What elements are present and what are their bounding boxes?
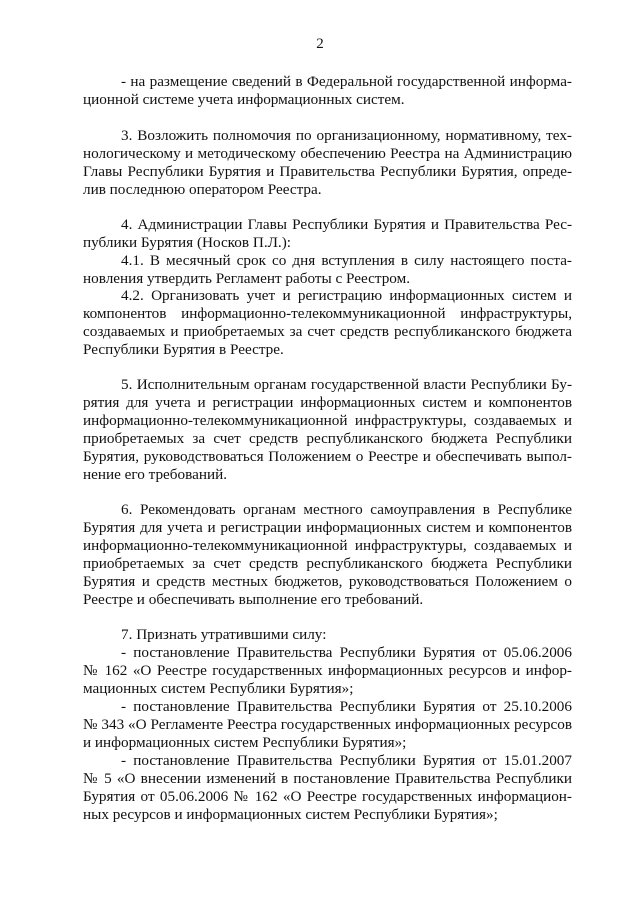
- page-number: 2: [316, 36, 324, 52]
- text-line: № 343 «О Регламенте Реестра государственных информационных ресурсов: [83, 716, 572, 733]
- text-line: и информационных систем Республики Бурятия»;: [83, 734, 407, 751]
- text-line: рятия для учета и регистрации информационных систем и компонентов: [83, 394, 572, 411]
- text-line: Бурятия и средств местных бюджетов, руководствоваться Положением о: [83, 573, 572, 590]
- text-line: - на размещение сведений в Федеральной государственной информа-: [121, 73, 572, 90]
- text-line: приобретаемых за счет средств республиканского бюджета Республики: [83, 555, 572, 572]
- text-line: новления утвердить Регламент работы с Реестром.: [83, 270, 410, 287]
- text-line: создаваемых и приобретаемых за счет средств республиканского бюджета: [83, 323, 572, 340]
- text-line: компонентов информационно-телекоммуникационной инфраструктуры,: [83, 305, 572, 322]
- text-line: 6. Рекомендовать органам местного самоуправления в Республике: [121, 501, 572, 518]
- text-line: лив последнюю оператором Реестра.: [83, 181, 322, 198]
- text-line: 7. Признать утратившими силу:: [121, 626, 327, 643]
- text-line: информационно-телекоммуникационной инфраструктуры, создаваемых и: [83, 537, 572, 554]
- text-line: - постановление Правительства Республики Бурятия от 05.06.2006: [121, 644, 572, 661]
- text-line: - постановление Правительства Республики Бурятия от 15.01.2007: [121, 752, 572, 769]
- text-line: 5. Исполнительным органам государственной власти Республики Бу-: [121, 376, 572, 393]
- text-line: мационных систем Республики Бурятия»;: [83, 680, 354, 697]
- text-line: нологическому и методическому обеспечению Реестра на Администрацию: [83, 145, 572, 162]
- text-line: Бурятия от 05.06.2006 № 162 «О Реестре государственных информацион-: [83, 788, 572, 805]
- text-line: Реестре и обеспечивать выполнение его требований.: [83, 591, 424, 608]
- text-line: № 5 «О внесении изменений в постановление Правительства Республики: [83, 770, 572, 787]
- text-line: Главы Республики Бурятия и Правительства Республики Бурятия, опреде-: [83, 163, 572, 180]
- text-line: нение его требований.: [83, 466, 228, 483]
- text-line: Бурятия для учета и регистрации информационных систем и компонентов: [83, 519, 572, 536]
- text-line: приобретаемых за счет средств республиканского бюджета Республики: [83, 430, 572, 447]
- text-line: 4.2. Организовать учет и регистрацию информационных систем и: [121, 287, 572, 304]
- text-line: Бурятия, руководствоваться Положением о Реестре и обеспечивать выпол-: [83, 448, 572, 465]
- text-line: 3. Возложить полномочия по организационному, нормативному, тех-: [121, 127, 572, 144]
- text-line: - постановление Правительства Республики Бурятия от 25.10.2006: [121, 698, 572, 715]
- text-line: информационно-телекоммуникационной инфраструктуры, создаваемых и: [83, 412, 572, 429]
- text-line: 4. Администрации Главы Республики Бурятия и Правительства Рес-: [121, 216, 572, 233]
- text-line: ных ресурсов и информационных систем Республики Бурятия»;: [83, 806, 498, 823]
- text-line: Республики Бурятия в Реестре.: [83, 341, 284, 358]
- text-line: публики Бурятия (Носков П.Л.):: [83, 234, 291, 251]
- text-line: 4.1. В месячный срок со дня вступления в силу настоящего поста-: [121, 252, 572, 269]
- text-line: ционной системе учета информационных систем.: [83, 91, 405, 108]
- text-line: № 162 «О Реестре государственных информационных ресурсов и инфор-: [83, 662, 572, 679]
